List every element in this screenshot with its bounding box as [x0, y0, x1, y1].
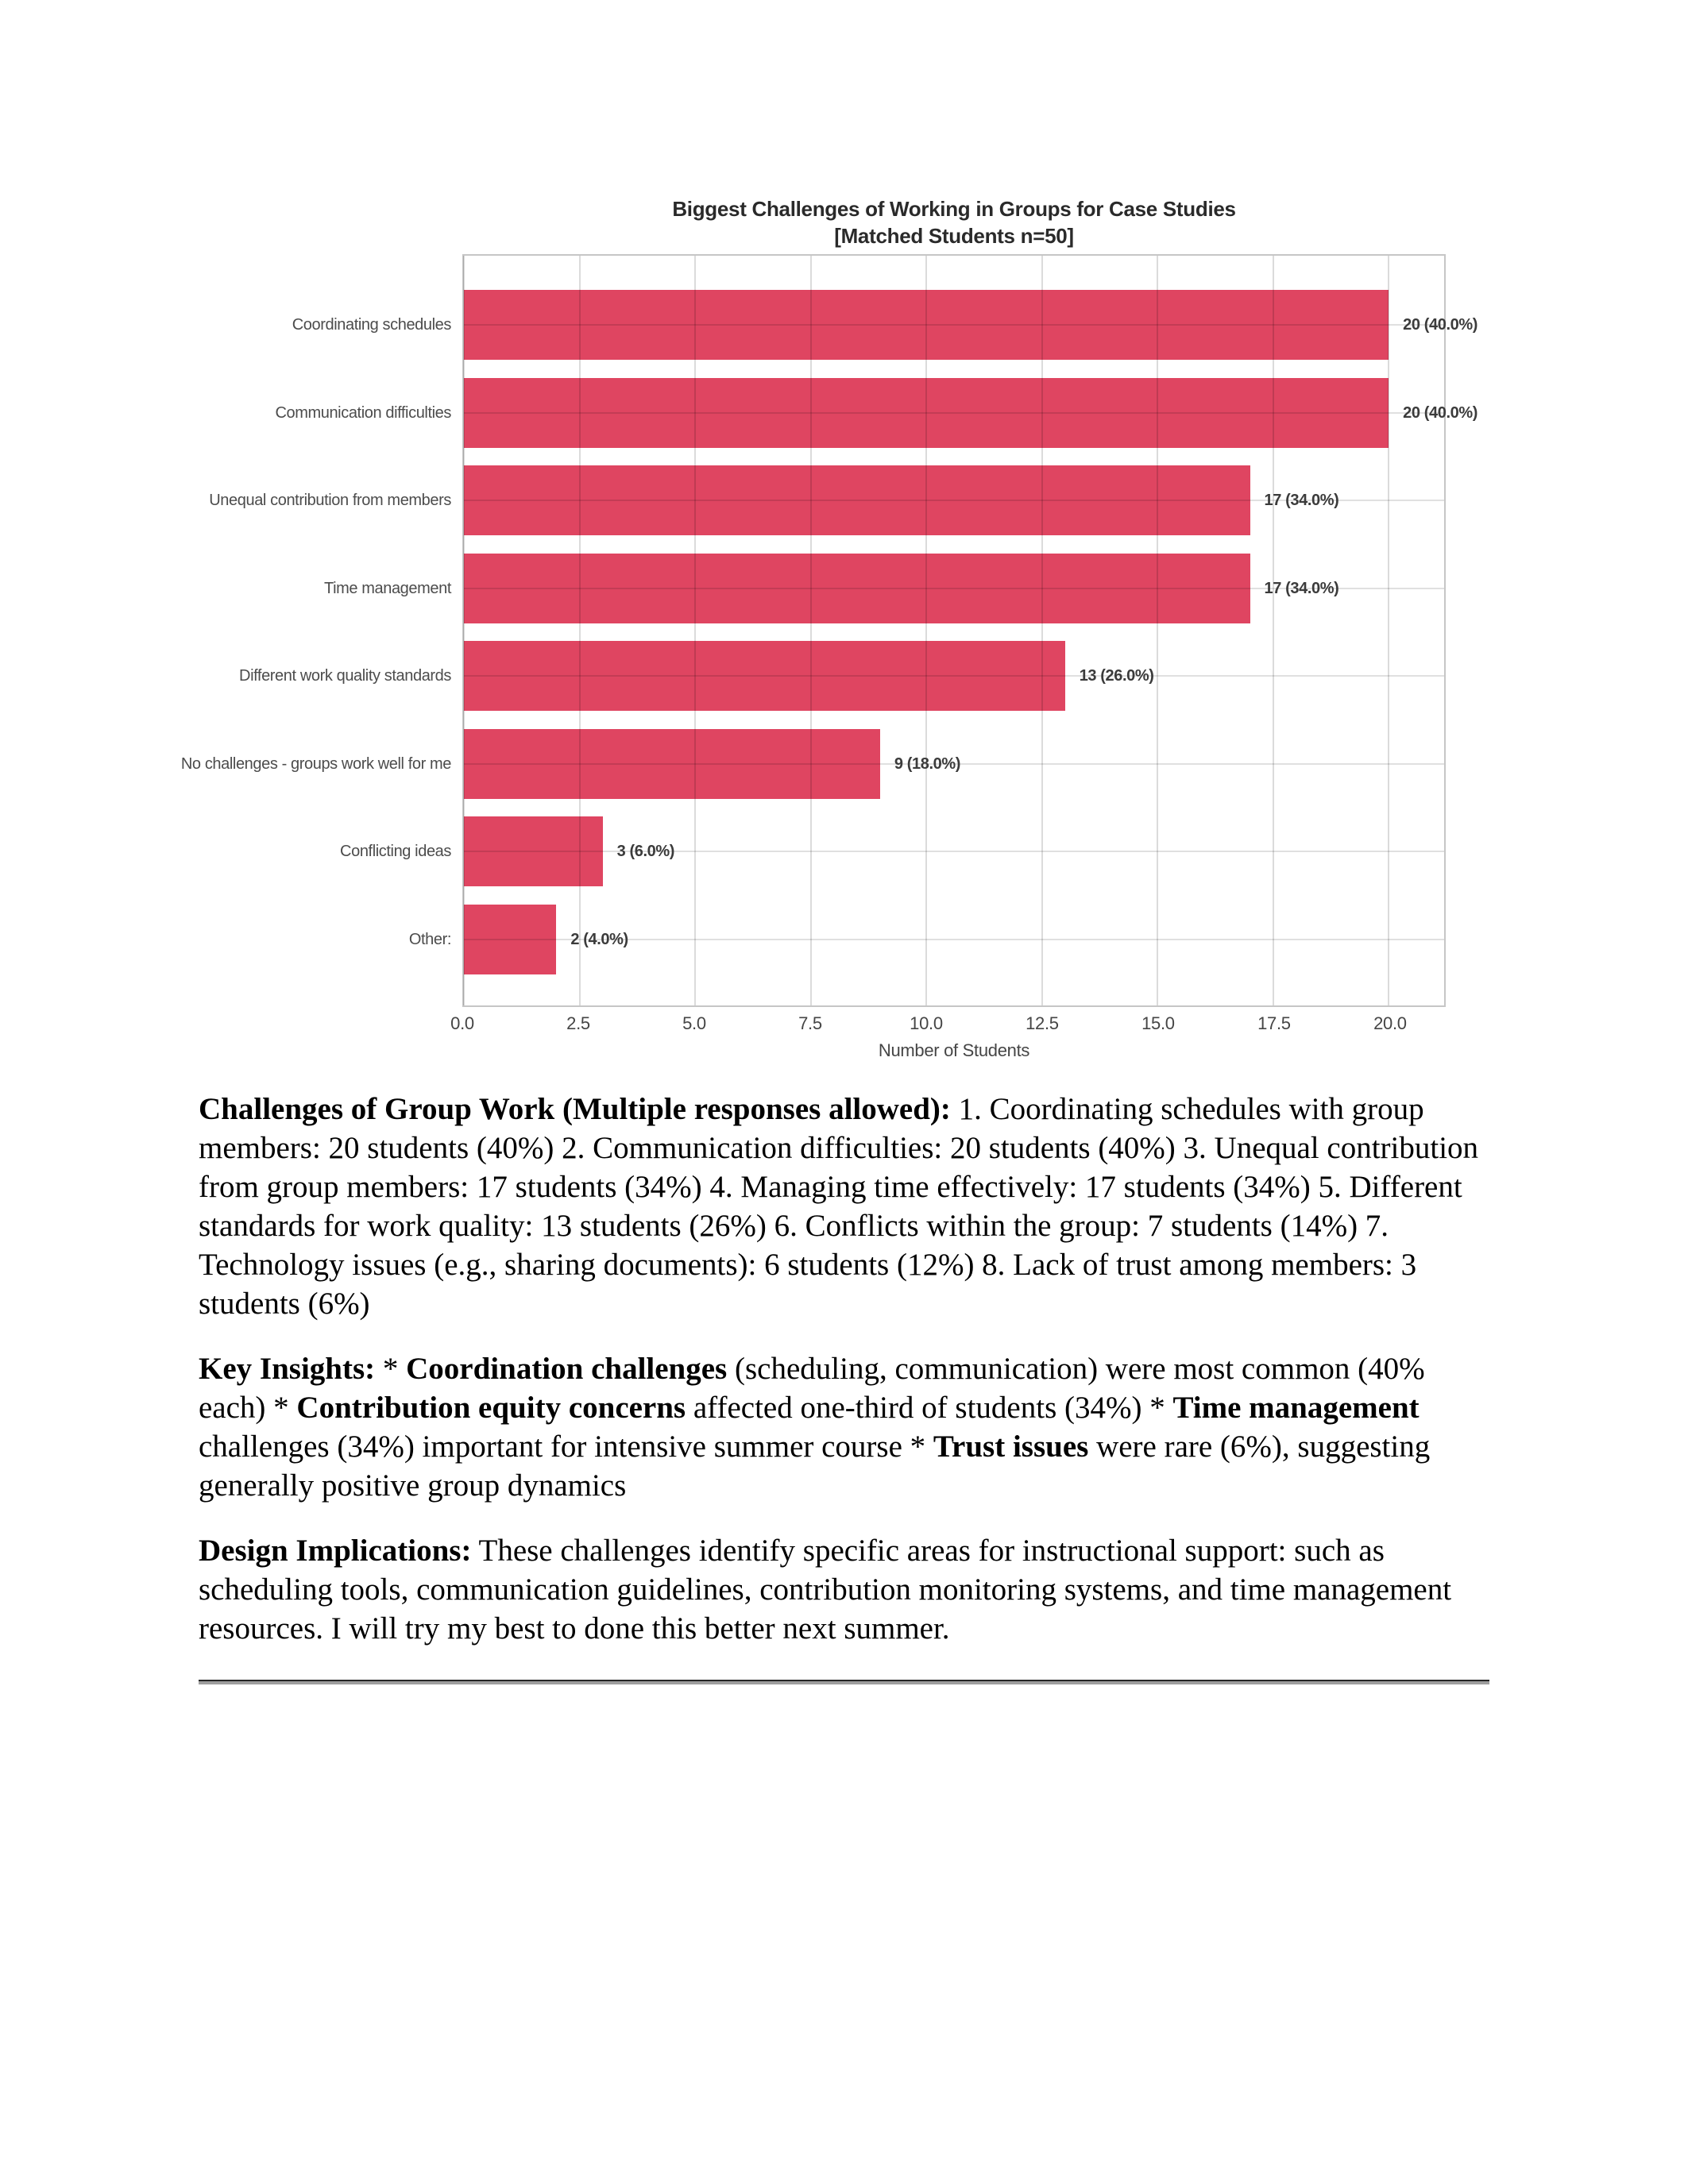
x-tick-label: 20.0 [1373, 1013, 1407, 1033]
x-axis-ticks [450, 1013, 1446, 1037]
plot-area [180, 254, 1477, 1007]
vertical-gridline [1388, 256, 1389, 1005]
text-segment: Design Implications: [199, 1534, 472, 1568]
text-segment: (scheduling, communication) were most common (40% each) * [199, 1352, 1425, 1425]
x-axis-title: Number of Students [878, 1040, 1030, 1060]
paragraph-design-implications [199, 1531, 1489, 1648]
category-label: Different work quality standards [239, 667, 451, 685]
chart-subtitle: [Matched Students n=50] [834, 224, 1074, 248]
value-label: 17 (34.0%) [1264, 492, 1339, 510]
value-label: 13 (26.0%) [1079, 667, 1154, 685]
text-segment: Coordination challenges [406, 1352, 728, 1386]
text-segment: Key Insights: [199, 1352, 376, 1386]
text-segment: Challenges of Group Work (Multiple responses allowed): [199, 1092, 951, 1126]
paragraph-key-insights [199, 1349, 1489, 1505]
vertical-gridline [810, 256, 812, 1005]
text-segment: 1. Coordinating schedules with group members: 20 students (40%) 2. Communication difficulties: 20 students (40%) 3. Unequal contribution from group members: 17 students (34%) 4. Managing time effectively: 17 students (34%) 5. Different standards for work quality: 13 students (26%) 6. Conflicts within the group: 7 students (14%) 7. Technology issues (e.g., sharing documents): 6 students (12%) 8. Lack of trust among members: 3 students (6%) [199, 1092, 1479, 1321]
value-label: 20 (40.0%) [1403, 403, 1477, 422]
text-segment: challenges (34%) important for intensive summer course * [199, 1430, 933, 1464]
paragraph-challenges [199, 1090, 1489, 1323]
vertical-gridline [1273, 256, 1274, 1005]
x-tick-label: 7.5 [798, 1013, 822, 1033]
body-text [199, 1090, 1489, 1674]
category-gridline [464, 675, 1444, 677]
chart-title: Biggest Challenges of Working in Groups for Case Studies [672, 197, 1236, 221]
vertical-gridline [925, 256, 927, 1005]
text-segment: Trust issues [933, 1430, 1089, 1464]
x-tick-label: 2.5 [566, 1013, 590, 1033]
x-tick-label: 10.0 [910, 1013, 943, 1033]
challenges-bar-chart [180, 195, 1487, 1061]
x-tick-label: 15.0 [1141, 1013, 1175, 1033]
vertical-gridline [694, 256, 696, 1005]
category-label: Communication difficulties [275, 403, 451, 422]
value-label: 20 (40.0%) [1403, 316, 1477, 334]
category-label: Time management [324, 579, 451, 597]
category-gridline [464, 412, 1444, 414]
x-tick-label: 12.5 [1026, 1013, 1059, 1033]
category-label: Other: [408, 930, 451, 948]
x-tick-label: 5.0 [682, 1013, 706, 1033]
text-segment: Time management [1172, 1391, 1420, 1425]
vertical-gridline [463, 256, 465, 1005]
value-label: 9 (18.0%) [894, 754, 960, 773]
category-gridline [464, 324, 1444, 326]
x-tick-label: 0.0 [450, 1013, 474, 1033]
text-segment: Contribution equity concerns [296, 1391, 686, 1425]
category-label: Unequal contribution from members [209, 492, 451, 510]
category-label: No challenges - groups work well for me [180, 754, 451, 773]
vertical-gridline [579, 256, 581, 1005]
x-tick-label: 17.5 [1257, 1013, 1291, 1033]
text-segment: were rare (6%), suggesting generally positive group dynamics [199, 1430, 1431, 1503]
text-segment: * [375, 1352, 407, 1386]
value-label: 17 (34.0%) [1264, 579, 1339, 597]
vertical-gridline [1041, 256, 1043, 1005]
category-label: Coordinating schedules [292, 316, 451, 334]
vertical-gridline [1157, 256, 1158, 1005]
category-gridline [464, 851, 1444, 852]
text-segment: These challenges identify specific areas for instructional support: such as scheduling tools, communication guidelines, contribution monitoring systems, and time management resources. I will try my best to done this better next summer. [199, 1534, 1452, 1646]
category-label: Conflicting ideas [340, 843, 451, 861]
value-label: 2 (4.0%) [570, 930, 628, 948]
text-segment: affected one-third of students (34%) * [686, 1391, 1173, 1425]
horizontal-rule [199, 1680, 1489, 1684]
value-label: 3 (6.0%) [616, 843, 674, 861]
